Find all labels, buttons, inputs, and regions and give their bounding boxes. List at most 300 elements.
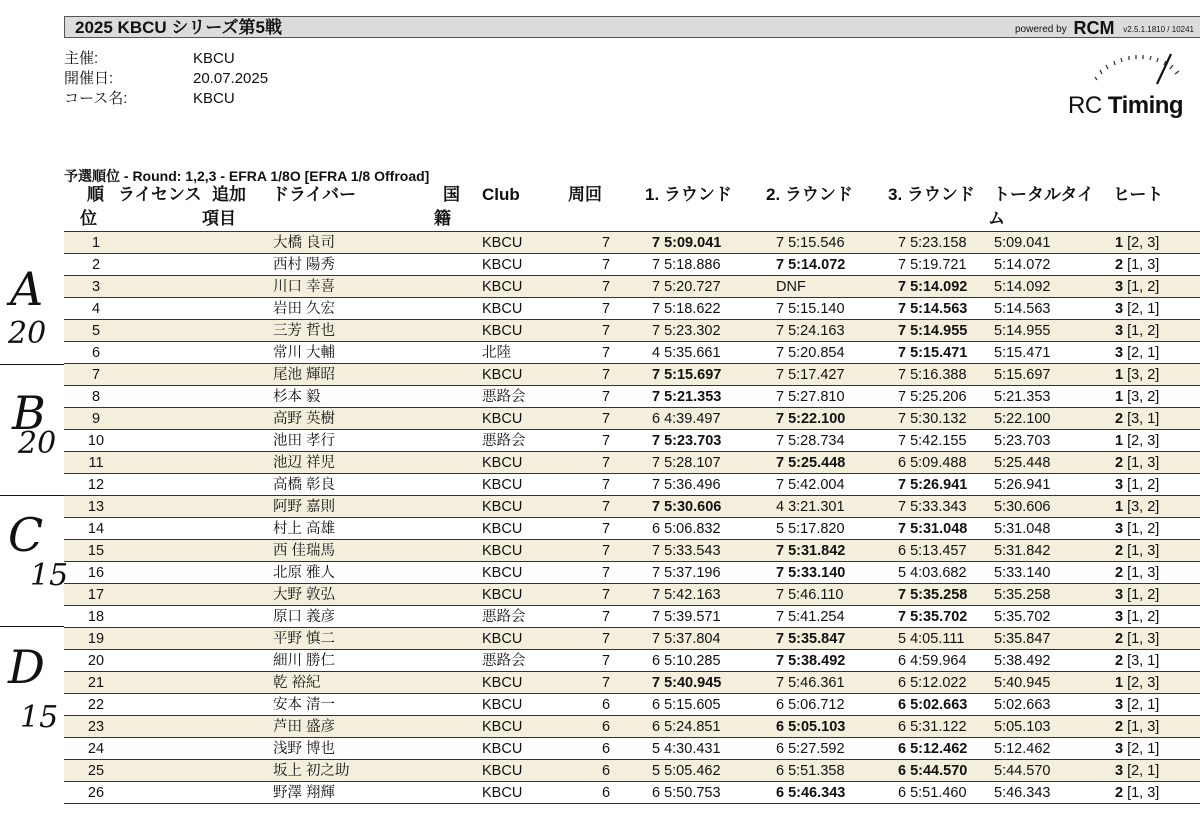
table-row — [64, 298, 1200, 320]
cell-total: 5:30.606 — [994, 499, 1051, 515]
handwritten-group-b: B — [12, 386, 46, 440]
cell-r3: 7 5:19.721 — [898, 257, 967, 273]
cell-heat-best: 2 — [1115, 719, 1124, 735]
cell-total: 5:21.353 — [994, 389, 1051, 405]
cell-heat-best: 2 — [1115, 411, 1124, 427]
cell-r3: 7 5:30.132 — [898, 411, 967, 427]
cell-driver: 村上 高雄 — [273, 521, 336, 537]
table-row — [64, 386, 1200, 408]
cell-heat-rest: [3, 2] — [1127, 367, 1160, 383]
col-round-2: 2. ラウンド — [766, 185, 853, 204]
cell-heat — [1115, 542, 1159, 560]
cell-r3: 6 5:02.663 — [898, 697, 968, 713]
table-row — [64, 364, 1200, 386]
cell-pos: 11 — [88, 455, 104, 471]
cell-driver: 岩田 久宏 — [273, 301, 336, 317]
handwritten-count-b: 20 — [18, 426, 57, 461]
cell-r1: 7 5:18.622 — [652, 301, 721, 317]
cell-pos: 9 — [91, 411, 101, 427]
cell-laps: 7 — [602, 367, 611, 383]
cell-laps: 7 — [602, 609, 611, 625]
organizer-value: KBCU — [193, 50, 235, 67]
cell-r3: 6 5:12.022 — [898, 675, 967, 691]
cell-r2: 7 5:27.810 — [776, 389, 845, 405]
cell-laps: 7 — [602, 455, 611, 471]
cell-driver: 大野 敦弘 — [273, 587, 336, 603]
cell-pos: 8 — [91, 389, 101, 405]
cell-total: 5:46.343 — [994, 785, 1051, 801]
cell-laps: 7 — [602, 675, 611, 691]
cell-driver: 高橋 彰良 — [273, 477, 336, 493]
table-row — [64, 254, 1200, 276]
cell-heat-best: 2 — [1115, 631, 1124, 647]
cell-heat — [1115, 322, 1159, 340]
cell-heat — [1115, 586, 1159, 604]
cell-heat-rest: [1, 2] — [1127, 521, 1160, 537]
cell-r2: 5 5:17.820 — [776, 521, 845, 537]
table-row — [64, 430, 1200, 452]
cell-club: KBCU — [482, 257, 523, 273]
cell-heat-best: 2 — [1115, 785, 1124, 801]
cell-club: KBCU — [482, 521, 523, 537]
col-round-3: 3. ラウンド — [888, 185, 975, 204]
cell-heat — [1115, 718, 1159, 736]
cell-r3: 6 5:51.460 — [898, 785, 967, 801]
cell-heat-rest: [2, 1] — [1127, 763, 1160, 779]
cell-r1: 7 5:18.886 — [652, 257, 721, 273]
handwritten-count-a: 20 — [8, 316, 47, 351]
table-row — [64, 276, 1200, 298]
cell-pos: 13 — [87, 499, 105, 515]
cell-driver: 阿野 嘉則 — [273, 499, 336, 515]
cell-heat — [1115, 454, 1159, 472]
col-club: Club — [482, 185, 520, 204]
cell-r2: 6 5:46.343 — [776, 785, 846, 801]
cell-laps: 7 — [602, 631, 611, 647]
cell-heat — [1115, 388, 1159, 406]
title-bar — [64, 16, 1200, 38]
divider-mark-b — [0, 495, 64, 496]
cell-total: 5:15.697 — [994, 367, 1051, 383]
cell-heat-rest: [1, 3] — [1127, 257, 1160, 273]
cell-r2: 7 5:46.110 — [776, 587, 844, 603]
date-value: 20.07.2025 — [193, 70, 269, 87]
cell-heat-best: 2 — [1115, 543, 1124, 559]
cell-r2: 7 5:38.492 — [776, 653, 846, 669]
cell-driver: 杉本 毅 — [273, 389, 321, 405]
cell-laps: 6 — [602, 785, 611, 801]
cell-laps: 7 — [602, 411, 611, 427]
cell-r2: 7 5:20.854 — [776, 345, 845, 361]
cell-heat-rest: [2, 3] — [1127, 675, 1160, 691]
cell-total: 5:14.072 — [994, 257, 1051, 273]
cell-r2: 6 5:06.712 — [776, 697, 845, 713]
cell-heat-rest: [1, 2] — [1127, 323, 1160, 339]
cell-r1: 5 4:30.431 — [652, 741, 721, 757]
cell-club: KBCU — [482, 741, 523, 757]
cell-total: 5:05.103 — [994, 719, 1051, 735]
cell-r1: 7 5:20.727 — [652, 279, 721, 295]
cell-r1: 7 5:37.804 — [652, 631, 721, 647]
col-rank-2: 位 — [80, 209, 97, 228]
cell-total: 5:38.492 — [994, 653, 1051, 669]
cell-r1: 7 5:15.697 — [652, 367, 722, 383]
cell-laps: 7 — [602, 543, 611, 559]
cell-r1: 7 5:39.571 — [652, 609, 721, 625]
cell-heat-best: 2 — [1115, 257, 1124, 273]
cell-heat — [1115, 608, 1159, 626]
cell-heat — [1115, 344, 1159, 362]
cell-r3: 6 5:12.462 — [898, 741, 968, 757]
cell-heat — [1115, 784, 1159, 802]
cell-heat — [1115, 234, 1159, 252]
cell-heat-best: 3 — [1115, 587, 1124, 603]
cell-laps: 7 — [602, 345, 611, 361]
cell-heat-best: 3 — [1115, 741, 1124, 757]
cell-heat-rest: [1, 2] — [1127, 279, 1160, 295]
col-extra-2: 項目 — [202, 209, 236, 228]
cell-heat-best: 1 — [1115, 389, 1124, 405]
cell-r1: 5 5:05.462 — [652, 763, 721, 779]
cell-pos: 21 — [87, 675, 105, 691]
cell-pos: 17 — [87, 587, 105, 603]
table-row — [64, 584, 1200, 606]
organizer-label: 主催: — [64, 50, 99, 67]
cell-total: 5:40.945 — [994, 675, 1051, 691]
table-row — [64, 694, 1200, 716]
cell-r2: 4 3:21.301 — [776, 499, 845, 515]
col-total-2: ム — [988, 209, 1005, 228]
table-row — [64, 474, 1200, 496]
col-driver: ドライバー — [272, 185, 357, 204]
cell-heat-best: 1 — [1115, 675, 1124, 691]
cell-heat-rest: [1, 3] — [1127, 631, 1160, 647]
cell-pos: 22 — [87, 697, 105, 713]
cell-pos: 5 — [91, 323, 101, 339]
cell-r3: 6 5:09.488 — [898, 455, 967, 471]
table-row — [64, 496, 1200, 518]
cell-driver: 芦田 盛彦 — [273, 719, 336, 735]
rcm-label: RCM — [1073, 18, 1115, 38]
cell-pos: 26 — [87, 785, 105, 801]
cell-r3: 7 5:14.955 — [898, 323, 968, 339]
cell-club: KBCU — [482, 235, 523, 251]
cell-r1: 7 5:42.163 — [652, 587, 721, 603]
cell-r1: 7 5:23.703 — [652, 433, 722, 449]
cell-r1: 7 5:28.107 — [652, 455, 721, 471]
cell-driver: 高野 英樹 — [273, 411, 336, 427]
cell-r3: 7 5:23.158 — [898, 235, 967, 251]
cell-heat-best: 1 — [1115, 433, 1124, 449]
table-row — [64, 760, 1200, 782]
cell-r3: 5 4:05.111 — [898, 631, 965, 647]
cell-pos: 1 — [91, 235, 101, 251]
table-row — [64, 672, 1200, 694]
cell-heat — [1115, 564, 1159, 582]
cell-pos: 10 — [87, 433, 105, 449]
col-country-2: 籍 — [434, 209, 451, 228]
col-extra: 追加 — [212, 185, 246, 204]
cell-pos: 2 — [91, 257, 101, 273]
table-row — [64, 562, 1200, 584]
cell-pos: 25 — [87, 763, 105, 779]
cell-heat-best: 2 — [1115, 565, 1124, 581]
handwritten-group-d: D — [8, 640, 45, 694]
cell-heat-rest: [1, 3] — [1127, 785, 1160, 801]
cell-heat — [1115, 432, 1159, 450]
cell-heat-rest: [1, 2] — [1127, 477, 1160, 493]
cell-laps: 7 — [602, 521, 611, 537]
cell-total: 5:35.258 — [994, 587, 1051, 603]
cell-r2: 7 5:15.140 — [776, 301, 845, 317]
cell-driver: 坂上 初之助 — [273, 763, 350, 779]
table-row — [64, 320, 1200, 342]
cell-r3: 5 4:03.682 — [898, 565, 967, 581]
cell-driver: 池辺 祥児 — [273, 455, 336, 471]
cell-r1: 6 5:24.851 — [652, 719, 721, 735]
logo-timing: Timing — [1107, 92, 1184, 119]
cell-pos: 14 — [87, 521, 105, 537]
cell-total: 5:31.842 — [994, 543, 1051, 559]
cell-heat — [1115, 476, 1159, 494]
cell-pos: 15 — [87, 543, 105, 559]
cell-club: KBCU — [482, 631, 523, 647]
cell-r2: 7 5:41.254 — [776, 609, 845, 625]
cell-r1: 7 5:30.606 — [652, 499, 722, 515]
logo-text — [1068, 92, 1183, 120]
cell-heat-rest: [2, 3] — [1127, 235, 1160, 251]
cell-driver: 原口 義彦 — [273, 609, 336, 625]
cell-heat-rest: [2, 1] — [1127, 697, 1160, 713]
cell-heat-rest: [2, 3] — [1127, 433, 1160, 449]
cell-r3: 6 5:13.457 — [898, 543, 967, 559]
cell-r1: 6 5:15.605 — [652, 697, 721, 713]
cell-driver: 池田 孝行 — [273, 433, 336, 449]
cell-laps: 6 — [602, 763, 611, 779]
logo-rc: RC — [1068, 92, 1102, 119]
cell-club: 北陸 — [482, 345, 511, 361]
cell-r2: 6 5:51.358 — [776, 763, 845, 779]
cell-heat-rest: [3, 2] — [1127, 389, 1160, 405]
cell-heat — [1115, 256, 1159, 274]
cell-pos: 12 — [87, 477, 105, 493]
cell-heat — [1115, 498, 1159, 516]
cell-club: KBCU — [482, 543, 523, 559]
handwritten-group-c: C — [8, 508, 44, 562]
cell-r3: 7 5:31.048 — [898, 521, 968, 537]
cell-r2: 7 5:35.847 — [776, 631, 846, 647]
cell-total: 5:15.471 — [994, 345, 1051, 361]
cell-laps: 6 — [602, 741, 611, 757]
cell-heat-best: 2 — [1115, 653, 1124, 669]
cell-club: 悪路会 — [482, 389, 526, 405]
page-title: 2025 KBCU シリーズ第5戦 — [75, 18, 282, 37]
cell-heat-rest: [2, 1] — [1127, 741, 1160, 757]
cell-laps: 7 — [602, 279, 611, 295]
cell-r1: 7 5:21.353 — [652, 389, 722, 405]
cell-club: KBCU — [482, 565, 523, 581]
powered-by-label: powered by — [1015, 24, 1067, 35]
col-heat: ヒート — [1113, 185, 1164, 204]
cell-r2: 7 5:24.163 — [776, 323, 845, 339]
cell-heat-best: 3 — [1115, 477, 1124, 493]
cell-r3: 7 5:42.155 — [898, 433, 967, 449]
cell-total: 5:02.663 — [994, 697, 1051, 713]
cell-total: 5:44.570 — [994, 763, 1051, 779]
cell-total: 5:14.563 — [994, 301, 1051, 317]
cell-club: KBCU — [482, 279, 523, 295]
cell-driver: 野澤 翔輝 — [273, 785, 336, 801]
cell-r1: 7 5:23.302 — [652, 323, 721, 339]
cell-heat-best: 3 — [1115, 763, 1124, 779]
cell-laps: 7 — [602, 433, 611, 449]
cell-total: 5:22.100 — [994, 411, 1051, 427]
table-row — [64, 650, 1200, 672]
table-row — [64, 716, 1200, 738]
cell-r2: 7 5:42.004 — [776, 477, 845, 493]
cell-laps: 7 — [602, 653, 611, 669]
cell-heat-best: 2 — [1115, 455, 1124, 471]
table-row — [64, 232, 1200, 254]
cell-pos: 23 — [87, 719, 105, 735]
col-country: 国 — [443, 185, 460, 204]
cell-club: KBCU — [482, 785, 523, 801]
cell-r2: DNF — [776, 279, 806, 295]
cell-driver: 川口 幸喜 — [273, 279, 336, 295]
cell-r1: 6 5:06.832 — [652, 521, 721, 537]
cell-laps: 7 — [602, 301, 611, 317]
cell-laps: 7 — [602, 565, 611, 581]
course-label: コース名: — [64, 90, 128, 107]
cell-pos: 7 — [91, 367, 101, 383]
cell-r3: 7 5:35.702 — [898, 609, 968, 625]
cell-heat — [1115, 762, 1159, 780]
handwritten-count-d: 15 — [20, 700, 59, 735]
cell-club: KBCU — [482, 323, 523, 339]
cell-pos: 20 — [87, 653, 105, 669]
cell-r1: 7 5:33.543 — [652, 543, 721, 559]
cell-pos: 19 — [87, 631, 105, 647]
table-row — [64, 540, 1200, 562]
cell-r2: 7 5:25.448 — [776, 455, 846, 471]
handwritten-group-a: A — [10, 262, 44, 316]
cell-laps: 7 — [602, 477, 611, 493]
cell-heat-best: 3 — [1115, 323, 1124, 339]
cell-heat-best: 3 — [1115, 697, 1124, 713]
cell-total: 5:26.941 — [994, 477, 1051, 493]
cell-laps: 6 — [602, 697, 611, 713]
date-label: 開催日: — [64, 70, 114, 87]
cell-heat — [1115, 674, 1159, 692]
cell-club: KBCU — [482, 455, 523, 471]
cell-heat-best: 1 — [1115, 367, 1124, 383]
cell-heat — [1115, 410, 1159, 428]
cell-r2: 7 5:28.734 — [776, 433, 845, 449]
cell-r1: 7 5:09.041 — [652, 235, 722, 251]
cell-heat-best: 1 — [1115, 499, 1124, 515]
cell-heat-best: 3 — [1115, 609, 1124, 625]
cell-club: KBCU — [482, 697, 523, 713]
cell-driver: 浅野 博也 — [273, 741, 336, 757]
cell-heat-best: 3 — [1115, 279, 1124, 295]
cell-driver: 平野 慎二 — [273, 631, 336, 647]
cell-heat-rest: [1, 3] — [1127, 543, 1160, 559]
cell-club: KBCU — [482, 477, 523, 493]
cell-r3: 6 5:31.122 — [898, 719, 967, 735]
cell-club: KBCU — [482, 411, 523, 427]
cell-r3: 7 5:15.471 — [898, 345, 968, 361]
cell-r2: 7 5:14.072 — [776, 257, 846, 273]
cell-r2: 7 5:33.140 — [776, 565, 846, 581]
cell-total: 5:35.702 — [994, 609, 1051, 625]
table-row — [64, 606, 1200, 628]
cell-laps: 7 — [602, 257, 611, 273]
cell-heat-rest: [3, 1] — [1127, 653, 1160, 669]
cell-driver: 三芳 哲也 — [273, 323, 336, 339]
table-row — [64, 408, 1200, 430]
divider-mark-a — [0, 364, 64, 365]
cell-club: 悪路会 — [482, 653, 526, 669]
cell-driver: 乾 裕紀 — [273, 675, 321, 691]
cell-r1: 7 5:37.196 — [652, 565, 721, 581]
col-laps: 周回 — [568, 185, 602, 204]
cell-r1: 7 5:40.945 — [652, 675, 722, 691]
powered-by — [1015, 19, 1194, 39]
cell-total: 5:35.847 — [994, 631, 1051, 647]
cell-driver: 西 佳瑞馬 — [273, 543, 336, 559]
cell-club: 悪路会 — [482, 609, 526, 625]
cell-r3: 7 5:14.092 — [898, 279, 968, 295]
cell-laps: 7 — [602, 389, 611, 405]
table-row — [64, 738, 1200, 760]
cell-heat-rest: [1, 2] — [1127, 587, 1160, 603]
cell-pos: 18 — [87, 609, 105, 625]
cell-r3: 7 5:16.388 — [898, 367, 967, 383]
cell-r3: 7 5:25.206 — [898, 389, 967, 405]
section-title: 予選順位 - Round: 1,2,3 - EFRA 1/8O [EFRA 1/8 Offroad] — [64, 168, 430, 184]
table-row — [64, 518, 1200, 540]
cell-heat-best: 3 — [1115, 345, 1124, 361]
table-row — [64, 782, 1200, 804]
divider-mark-c — [0, 626, 64, 627]
cell-heat-rest: [1, 3] — [1127, 719, 1160, 735]
cell-r3: 6 5:44.570 — [898, 763, 968, 779]
cell-r2: 7 5:17.427 — [776, 367, 845, 383]
cell-r1: 6 5:50.753 — [652, 785, 721, 801]
cell-heat-best: 3 — [1115, 521, 1124, 537]
cell-heat — [1115, 630, 1159, 648]
cell-total: 5:25.448 — [994, 455, 1051, 471]
cell-laps: 6 — [602, 719, 611, 735]
cell-heat-rest: [1, 2] — [1127, 609, 1160, 625]
cell-r2: 7 5:22.100 — [776, 411, 846, 427]
cell-heat — [1115, 520, 1159, 538]
cell-total: 5:31.048 — [994, 521, 1051, 537]
cell-driver: 常川 大輔 — [273, 345, 336, 361]
cell-heat-rest: [1, 3] — [1127, 455, 1160, 471]
cell-heat-rest: [3, 1] — [1127, 411, 1160, 427]
cell-pos: 24 — [87, 741, 105, 757]
cell-r3: 6 4:59.964 — [898, 653, 967, 669]
cell-total: 5:12.462 — [994, 741, 1051, 757]
results-table — [64, 232, 1200, 804]
cell-laps: 7 — [602, 235, 611, 251]
cell-pos: 3 — [91, 279, 101, 295]
course-value: KBCU — [193, 90, 235, 107]
cell-heat — [1115, 300, 1159, 318]
cell-driver: 尾池 輝昭 — [273, 367, 336, 383]
cell-heat-best: 3 — [1115, 301, 1124, 317]
